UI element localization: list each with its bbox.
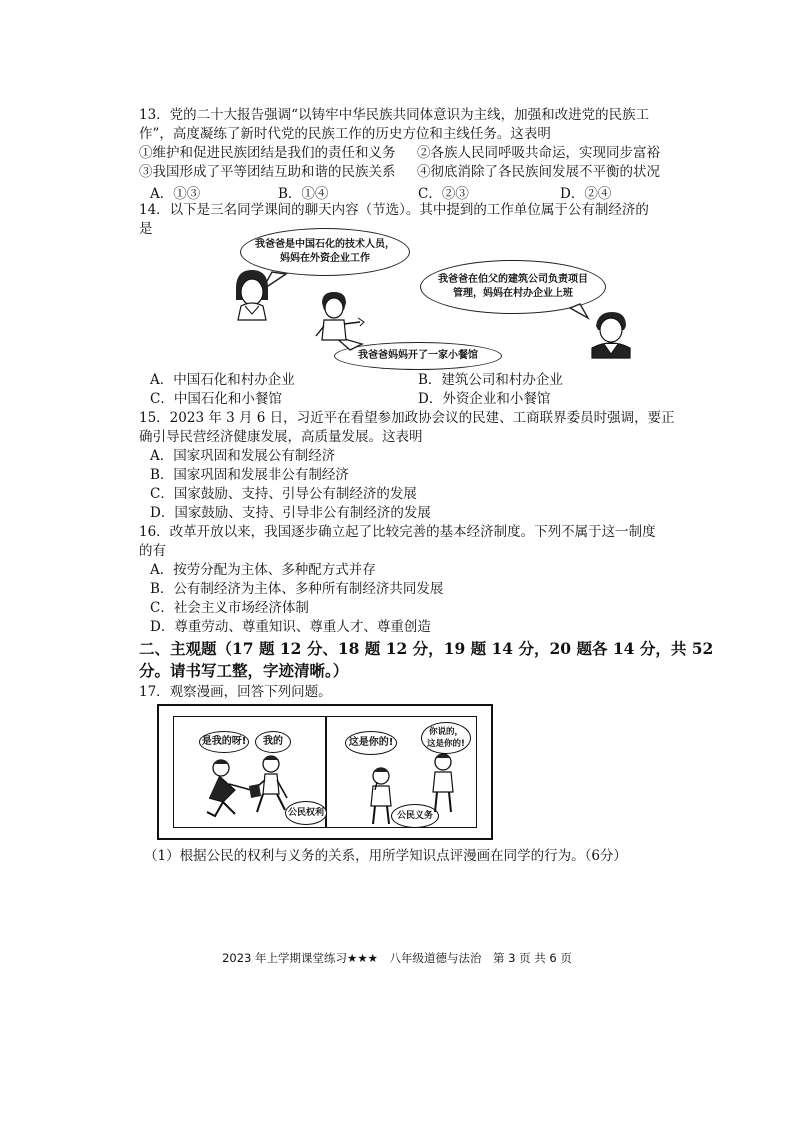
- comic-right-kid-2: [433, 754, 453, 812]
- q13-option-a[interactable]: A．①③: [150, 186, 201, 202]
- comic-left-tag-text: 公民权利: [287, 808, 324, 818]
- page-footer: 2023 年上学期课堂练习★★★ 八年级道德与法治 第 3 页 共 6 页: [222, 951, 572, 965]
- q14-bubble-1-text: 我爸爸是中国石化的技术人员，妈妈在外资企业工作: [255, 239, 395, 264]
- section2-heading-line2: 分。请书写工整，字迹清晰。）: [139, 661, 349, 680]
- q15-option-b[interactable]: B．国家巩固和发展非公有制经济: [150, 467, 349, 483]
- comic-right-tag-text: 公民义务: [396, 811, 433, 821]
- q16-stem-line1: 16．改革开放以来，我国逐步确立起了比较完善的基本经济制度。下列不属于这一制度: [139, 524, 656, 540]
- q15-option-a[interactable]: A．国家巩固和发展公有制经济: [150, 448, 336, 464]
- comic-right-bubble-2-text: 你说的，这是你的!: [427, 727, 465, 749]
- q16-option-c[interactable]: C．社会主义市场经济体制: [150, 600, 309, 616]
- student-middle-figure: [316, 292, 364, 340]
- bubble-2-tail: [570, 304, 588, 318]
- q13-statement-1: ①维护和促进民族团结是我们的责任和义务: [139, 145, 396, 161]
- comic-left-kid-1: [207, 760, 251, 816]
- q14-bubble-3-text: 我爸爸妈妈开了一家小餐馆: [358, 350, 478, 361]
- q16-option-b[interactable]: B．公有制经济为主体、多种所有制经济共同发展: [150, 581, 444, 597]
- q13-option-d[interactable]: D．②④: [560, 186, 612, 202]
- q17-comic: [157, 704, 493, 840]
- q17-stem: 17．观察漫画，回答下列问题。: [139, 684, 332, 700]
- q15-option-c[interactable]: C．国家鼓励、支持、引导公有制经济的发展: [150, 486, 417, 502]
- q15-stem-line1: 15．2023 年 3 月 6 日，习近平在看望参加政协会议的民建、工商联界委员时强调，要正: [139, 410, 675, 426]
- q16-option-a[interactable]: A．按劳分配为主体、多种配方式并存: [150, 562, 376, 578]
- q13-option-b[interactable]: B．①④: [278, 186, 329, 202]
- comic-right-kid-1: [371, 768, 391, 824]
- q13-option-c[interactable]: C．②③: [418, 186, 469, 202]
- comic-drawings: [159, 706, 495, 842]
- q14-option-a[interactable]: A．中国石化和村办企业: [150, 372, 295, 388]
- q17-subquestion-1: （1）根据公民的权利与义务的关系，用所学知识点评漫画在同学的行为。（6分）: [144, 848, 627, 864]
- q16-stem-line2: 的有: [139, 543, 166, 559]
- q13-statement-4: ④彻底消除了各民族间发展不平衡的状况: [417, 164, 660, 180]
- section2-heading-line1: 二、主观题（17 题 12 分、18 题 12 分，19 题 14 分，20 题各 14 分，共 52: [139, 639, 714, 658]
- q14-option-c[interactable]: C．中国石化和小餐馆: [150, 391, 282, 407]
- q14-illustration: [0, 0, 794, 400]
- q14-option-b[interactable]: B．建筑公司和村办企业: [418, 372, 563, 388]
- q14-bubble-2-text: 我爸爸在伯父的建筑公司负责项目管理，妈妈在村办企业上班: [438, 274, 588, 299]
- q15-option-d[interactable]: D．国家鼓励、支持、引导非公有制经济的发展: [150, 505, 431, 521]
- q14-stem-line1: 14．以下是三名同学课间的聊天内容（节选）。其中提到的工作单位属于公有制经济的: [139, 202, 649, 218]
- comic-right-bubble-1-text: 这是你的!: [348, 737, 394, 748]
- q13-stem-line2: 作”，高度凝练了新时代党的民族工作的历史方位和主线任务。这表明: [139, 126, 551, 142]
- comic-left-bag: [249, 784, 261, 798]
- comic-left-bubble-1-text: 是我的呀!: [201, 736, 247, 747]
- comic-left-bubble-2-text: 我的: [263, 736, 283, 747]
- q13-statement-3: ③我国形成了平等团结互助和谐的民族关系: [139, 164, 396, 180]
- q14-stem-line2: 是: [139, 221, 153, 237]
- q13-stem-line1: 13．党的二十大报告强调“以铸牢中华民族共同体意识为主线，加强和改进党的民族工: [139, 107, 650, 123]
- q13-statement-2: ②各族人民同呼吸共命运，实现同步富裕: [417, 145, 660, 161]
- comic-left-kid-2: [253, 756, 287, 812]
- q16-option-d[interactable]: D．尊重劳动、尊重知识、尊重人才、尊重创造: [150, 619, 431, 635]
- student-girl-figure: [236, 270, 268, 320]
- q15-stem-line2: 确引导民营经济健康发展，高质量发展。这表明: [139, 429, 423, 445]
- q14-option-d[interactable]: D．外资企业和小餐馆: [418, 391, 551, 407]
- student-boy-figure: [592, 312, 630, 358]
